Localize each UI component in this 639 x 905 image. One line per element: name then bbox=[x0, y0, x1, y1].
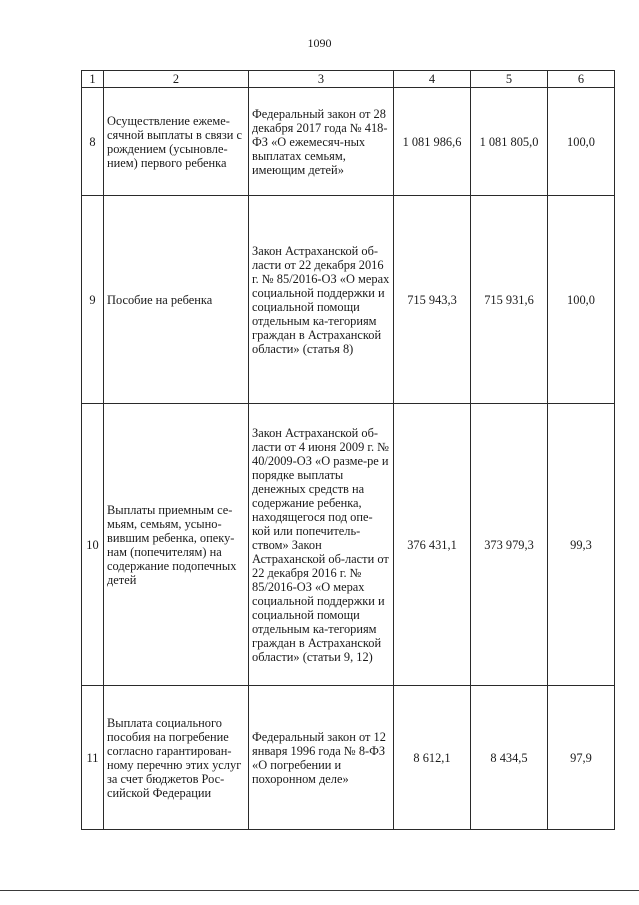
table-header-row bbox=[82, 71, 615, 88]
scan-edge-divider bbox=[0, 890, 639, 891]
row-number: 8 bbox=[82, 88, 104, 196]
actual-amount: 373 979,3 bbox=[471, 404, 548, 686]
actual-amount: 8 434,5 bbox=[471, 686, 548, 830]
table-row bbox=[82, 686, 615, 830]
table-row bbox=[82, 404, 615, 686]
row-number: 9 bbox=[82, 196, 104, 404]
budget-table bbox=[81, 70, 615, 830]
column-number-6: 6 bbox=[548, 71, 615, 88]
page-number: 1090 bbox=[307, 36, 332, 50]
column-number-5: 5 bbox=[471, 71, 548, 88]
table-row bbox=[82, 88, 615, 196]
row-number: 10 bbox=[82, 404, 104, 686]
plan-amount: 715 943,3 bbox=[394, 196, 471, 404]
execution-percent: 99,3 bbox=[548, 404, 615, 686]
row-number: 11 bbox=[82, 686, 104, 830]
actual-amount: 1 081 805,0 bbox=[471, 88, 548, 196]
legal-basis: Закон Астраханской об-ласти от 4 июня 2009 г. № 40/2009-ОЗ «О разме-ре и порядке выплаты денежных средств на содержание ребенка, находящегося под опе-кой или попечитель-ством» Закон Астраханской об-ласти от 22 декабря 2016 г. № 85/2016-ОЗ «О мерах социальной поддержки и социальной помощи отдельным ка-тегориям граждан в Астраханской области» (статьи 9, 12) bbox=[249, 404, 394, 686]
payment-name: Пособие на ребенка bbox=[104, 196, 249, 404]
plan-amount: 8 612,1 bbox=[394, 686, 471, 830]
column-number-1: 1 bbox=[82, 71, 104, 88]
table-row bbox=[82, 196, 615, 404]
execution-percent: 97,9 bbox=[548, 686, 615, 830]
execution-percent: 100,0 bbox=[548, 196, 615, 404]
actual-amount: 715 931,6 bbox=[471, 196, 548, 404]
payment-name: Выплата социального пособия на погребение согласно гарантирован-ному перечню этих услуг за счет бюджетов Рос-сийской Федерации bbox=[104, 686, 249, 830]
legal-basis: Федеральный закон от 28 декабря 2017 года № 418-ФЗ «О ежемесяч-ных выплатах семьям, имеющим детей» bbox=[249, 88, 394, 196]
legal-basis: Федеральный закон от 12 января 1996 года № 8-ФЗ «О погребении и похоронном деле» bbox=[249, 686, 394, 830]
plan-amount: 1 081 986,6 bbox=[394, 88, 471, 196]
execution-percent: 100,0 bbox=[548, 88, 615, 196]
payment-name: Осуществление ежеме-сячной выплаты в связи с рождением (усыновле-нием) первого ребенка bbox=[104, 88, 249, 196]
plan-amount: 376 431,1 bbox=[394, 404, 471, 686]
column-number-3: 3 bbox=[249, 71, 394, 88]
payment-name: Выплаты приемным се-мьям, семьям, усыно-вившим ребенка, опеку-нам (попечителям) на содержание подопечных детей bbox=[104, 404, 249, 686]
legal-basis: Закон Астраханской об-ласти от 22 декабря 2016 г. № 85/2016-ОЗ «О мерах социальной поддержки и социальной помощи отдельным ка-тегориям граждан в Астраханской области» (статья 8) bbox=[249, 196, 394, 404]
column-number-4: 4 bbox=[394, 71, 471, 88]
column-number-2: 2 bbox=[104, 71, 249, 88]
